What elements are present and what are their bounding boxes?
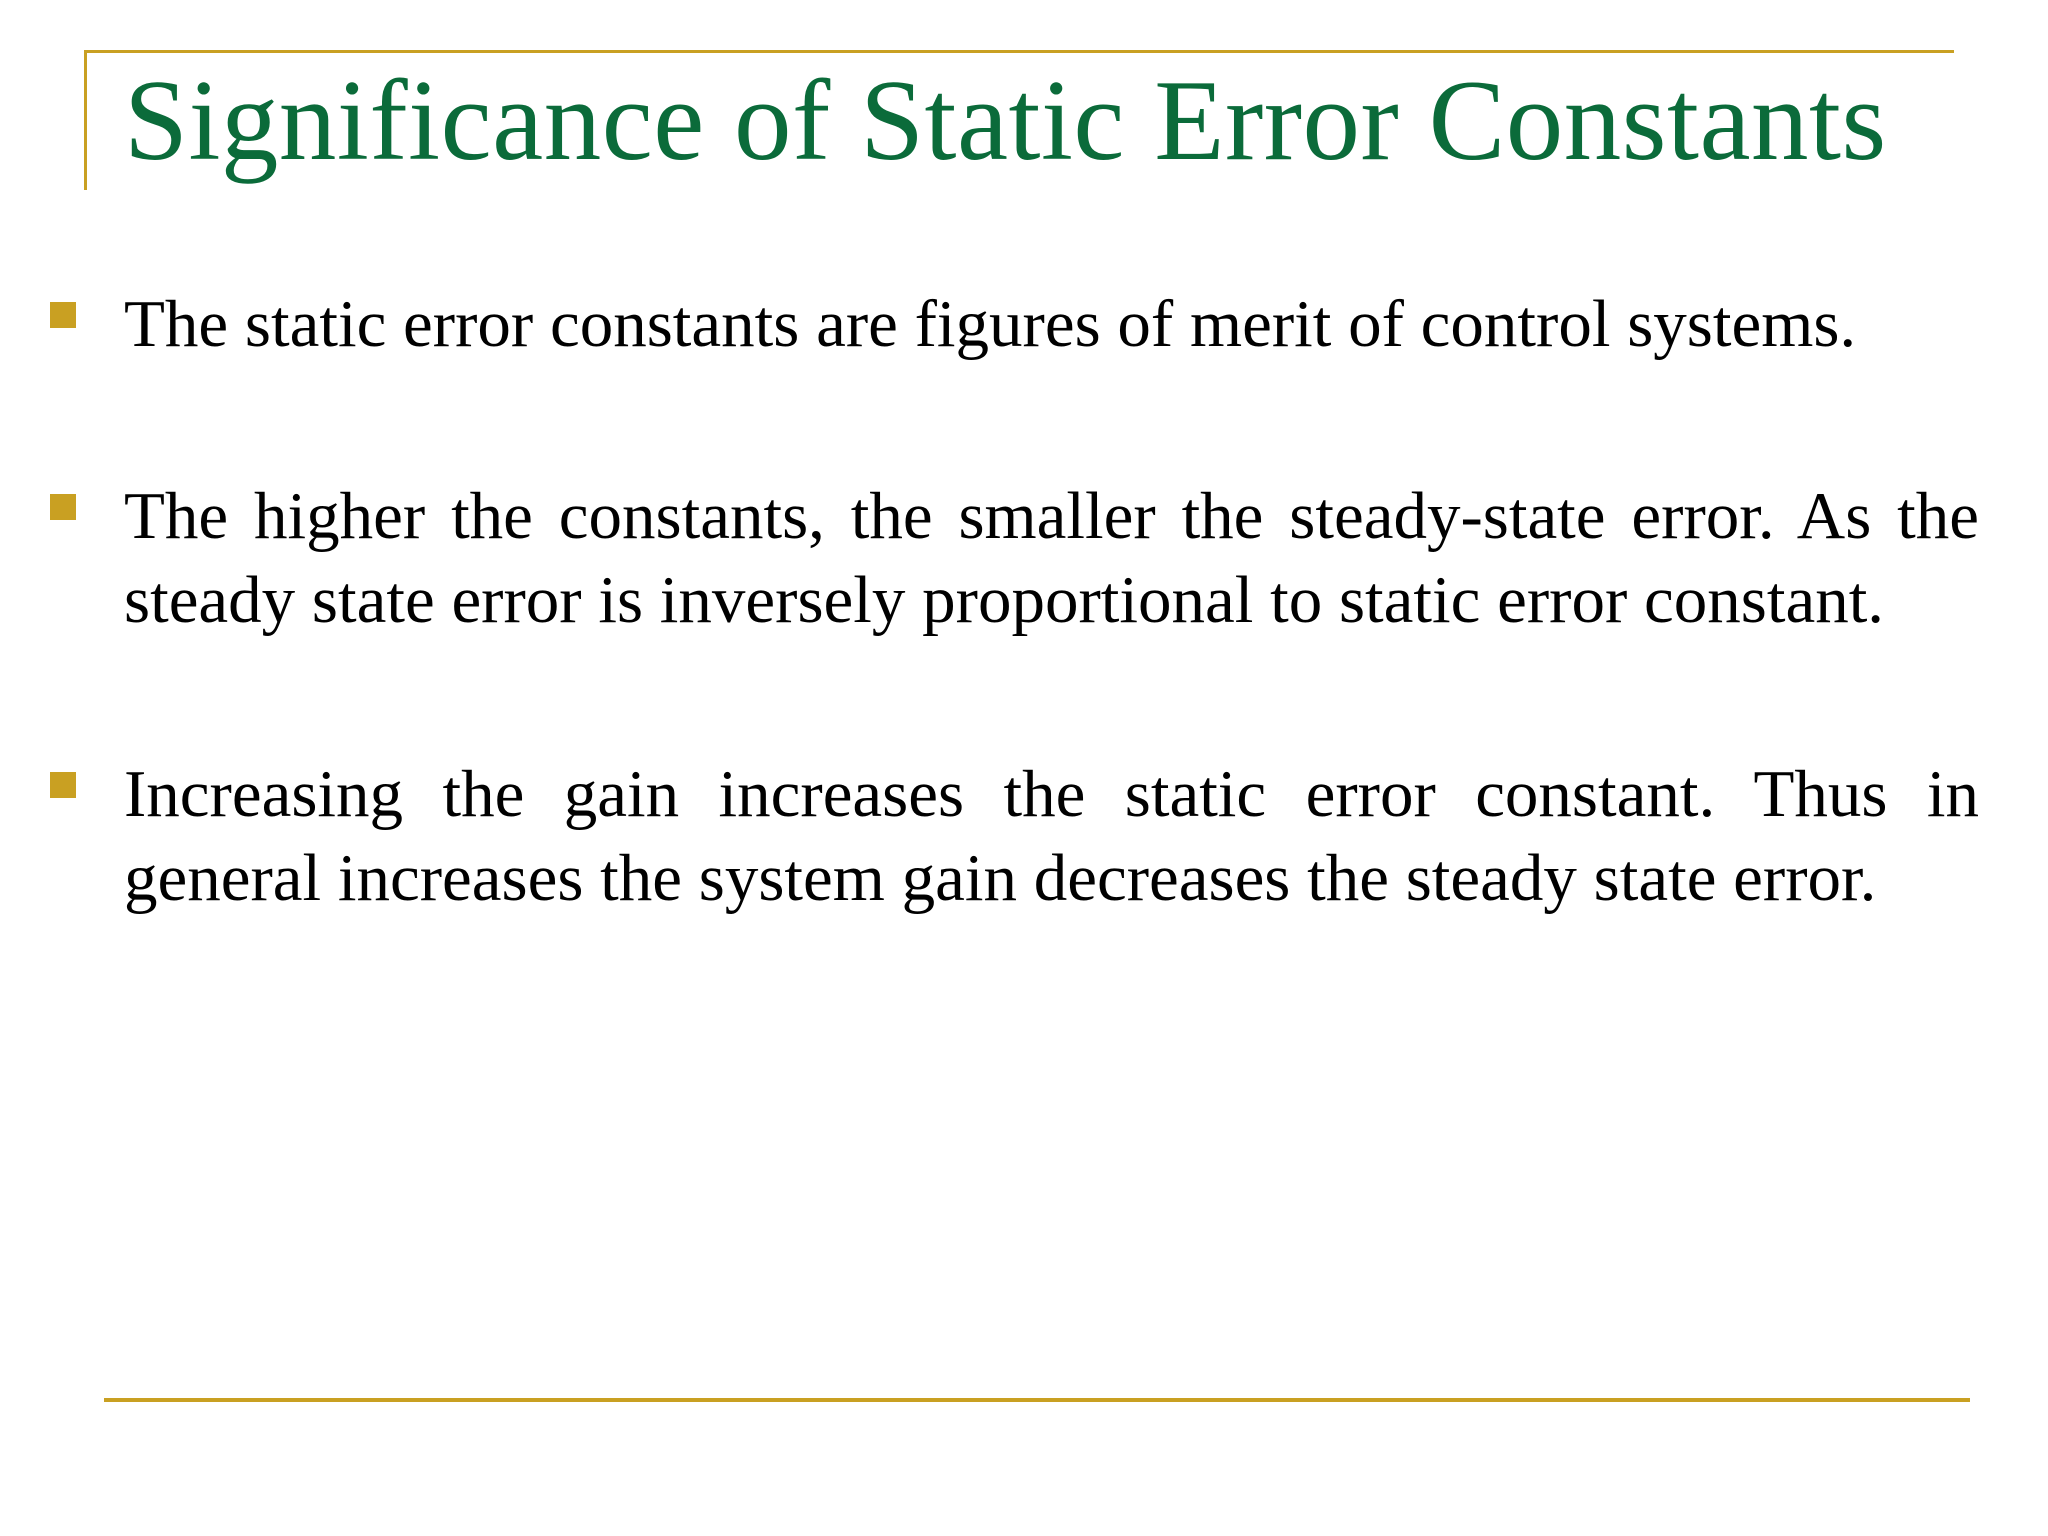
bullet-text: The static error constants are figures of merit of control systems. — [124, 287, 1857, 361]
bullet-text: The higher the constants, the smaller the steady-state error. As the steady state error is inversely proportional to static error constant. — [124, 479, 1979, 637]
title-frame-left-rule — [84, 50, 87, 190]
bullet-text: Increasing the gain increases the static error constant. Thus in general increases the system gain decreases the steady state error. — [124, 757, 1979, 915]
square-bullet-icon — [50, 302, 76, 328]
slide-title: Significance of Static Error Constants — [124, 57, 1887, 184]
footer-rule — [104, 1398, 1970, 1402]
square-bullet-icon — [50, 494, 76, 520]
title-frame-top-rule — [84, 50, 1954, 53]
square-bullet-icon — [50, 772, 76, 798]
